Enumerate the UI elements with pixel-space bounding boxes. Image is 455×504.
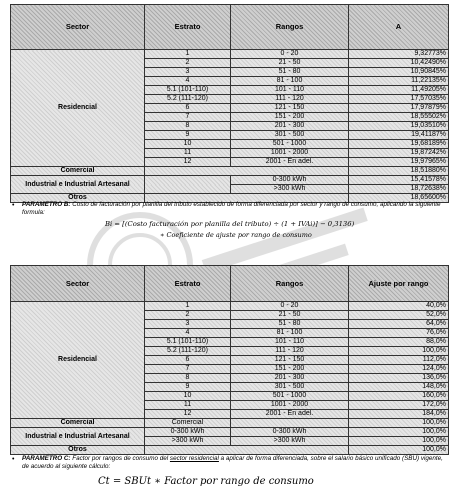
estrato-cell: 5.1 (101-110) <box>145 338 231 347</box>
estrato-cell: 2 <box>145 311 231 320</box>
valor-cell: 64,0% <box>349 320 449 329</box>
rango-cell: 101 - 110 <box>231 86 349 95</box>
estrato-cell: 7 <box>145 113 231 122</box>
rango-cell: 151 - 200 <box>231 113 349 122</box>
rango-cell: 21 - 50 <box>231 311 349 320</box>
table-row <box>11 428 449 437</box>
estrato-cell: 9 <box>145 383 231 392</box>
valor-cell: 52,0% <box>349 311 449 320</box>
estrato-cell: 11 <box>145 149 231 158</box>
header-a: A <box>349 5 449 50</box>
rango-cell: 51 - 80 <box>231 320 349 329</box>
valor-cell: 172,0% <box>349 401 449 410</box>
estrato-cell: 7 <box>145 365 231 374</box>
param-c-text-before: Factor por rangos de consumo del <box>70 455 170 462</box>
estrato-cell: 8 <box>145 122 231 131</box>
table-row <box>11 419 449 428</box>
valor-cell: 18,55502% <box>349 113 449 122</box>
param-b-description: Costo de facturación por planilla del tributo establecido de forma diferenciada por sector y rango de consumo, aplicando la siguiente formula: <box>22 201 441 216</box>
table-row <box>11 446 449 455</box>
header-rangos: Rangos <box>231 266 349 302</box>
valor-cell: 148,0% <box>349 383 449 392</box>
estrato-cell: 3 <box>145 320 231 329</box>
param-b-formula-line1: Bi = [(Costo facturación por planilla del tributo) ÷ (1 + IVAi)] − 0,3136) <box>105 220 355 228</box>
valor-cell: 19,97965% <box>349 158 449 167</box>
param-c-text-after: a aplicar de forma diferenciada, sobre el salario básico unificado (SBU) vigente, de acuerdo al siguiente cálculo: <box>22 455 443 470</box>
valor-cell: 18,72638% <box>349 185 449 194</box>
table-row <box>11 167 449 176</box>
rango-cell: 501 - 1000 <box>231 140 349 149</box>
valor-cell: 160,0% <box>349 392 449 401</box>
estrato-cell: >300 kWh <box>145 437 231 446</box>
estrato-cell: 11 <box>145 401 231 410</box>
valor-cell: 76,0% <box>349 329 449 338</box>
sector-industrial: Industrial e Industrial Artesanal <box>11 428 145 446</box>
comercial-blank-cell <box>145 167 349 176</box>
estrato-cell: 10 <box>145 140 231 149</box>
param-b-label: PARAMETRO B: <box>22 201 71 208</box>
valor-cell: 40,0% <box>349 302 449 311</box>
valor-cell: 88,0% <box>349 338 449 347</box>
valor-cell: 11,22135% <box>349 77 449 86</box>
rango-cell: 51 - 80 <box>231 68 349 77</box>
valor-cell: 17,97879% <box>349 104 449 113</box>
sector-industrial: Industrial e Industrial Artesanal <box>11 176 145 194</box>
valor-cell: 100,0% <box>349 419 449 428</box>
valor-cell: 136,0% <box>349 374 449 383</box>
estrato-cell: 9 <box>145 131 231 140</box>
param-c-text <box>22 455 447 471</box>
rango-cell: 1001 - 2000 <box>231 401 349 410</box>
header-ajuste: Ajuste por rango <box>349 266 449 302</box>
valor-cell: 19,41187% <box>349 131 449 140</box>
param-b-formula-line2: ∗ Coeficiente de ajuste por rango de consumo <box>160 231 312 239</box>
rango-cell: 81 - 100 <box>231 77 349 86</box>
rango-cell: 501 - 1000 <box>231 392 349 401</box>
rango-cell: 2001 - En adel. <box>231 410 349 419</box>
tarifa-table-a <box>10 4 449 203</box>
valor-cell: 19,87242% <box>349 149 449 158</box>
ajuste-table <box>10 265 449 455</box>
estrato-cell: 0-300 kWh <box>145 428 231 437</box>
valor-cell: 124,0% <box>349 365 449 374</box>
table-row <box>11 50 449 59</box>
valor-cell: 17,57035% <box>349 95 449 104</box>
rango-cell: 1001 - 2000 <box>231 149 349 158</box>
estrato-cell: 1 <box>145 302 231 311</box>
rango-cell: 2001 - En adel. <box>231 158 349 167</box>
header-sector: Sector <box>11 5 145 50</box>
estrato-cell: 10 <box>145 392 231 401</box>
rango-cell: 301 - 500 <box>231 131 349 140</box>
header-sector: Sector <box>11 266 145 302</box>
estrato-cell: 8 <box>145 374 231 383</box>
rango-cell: 0 - 20 <box>231 50 349 59</box>
rango-cell: 121 - 150 <box>231 356 349 365</box>
estrato-cell: 4 <box>145 77 231 86</box>
estrato-cell: 2 <box>145 59 231 68</box>
valor-cell: 18,51880% <box>349 167 449 176</box>
rango-cell: 0-300 kWh <box>231 176 349 185</box>
estrato-cell: 4 <box>145 329 231 338</box>
header-rangos: Rangos <box>231 5 349 50</box>
param-b-text <box>22 201 447 217</box>
estrato-cell: 5.1 (101-110) <box>145 86 231 95</box>
sector-comercial: Comercial <box>11 167 145 176</box>
param-c-label: PARAMETRO C: <box>22 455 71 462</box>
valor-cell: 11,49205% <box>349 86 449 95</box>
rango-cell: 21 - 50 <box>231 59 349 68</box>
rango-cell: 151 - 200 <box>231 365 349 374</box>
valor-cell: 100,0% <box>349 437 449 446</box>
bullet-param-c: • <box>12 456 15 463</box>
industrial-blank-cell <box>145 176 231 194</box>
valor-cell: 184,0% <box>349 410 449 419</box>
rango-cell: 101 - 110 <box>231 338 349 347</box>
sector-otros: Otros <box>11 446 145 455</box>
valor-cell: 19,03510% <box>349 122 449 131</box>
valor-cell: 100,0% <box>349 347 449 356</box>
comercial-blank-cell <box>231 419 349 428</box>
valor-cell: 100,0% <box>349 446 449 455</box>
valor-cell: 19,68189% <box>349 140 449 149</box>
estrato-cell: 12 <box>145 158 231 167</box>
table-row <box>11 302 449 311</box>
param-c-formula: Ct = SBUt ∗ Factor por rango de consumo <box>98 476 314 487</box>
estrato-cell: 6 <box>145 356 231 365</box>
valor-cell: 100,0% <box>349 428 449 437</box>
rango-cell: 201 - 300 <box>231 122 349 131</box>
valor-cell: 15,41578% <box>349 176 449 185</box>
rango-cell: 201 - 300 <box>231 374 349 383</box>
estrato-cell: 12 <box>145 410 231 419</box>
param-c-underlined: sector residencial <box>169 455 219 462</box>
valor-cell: 9,32773% <box>349 50 449 59</box>
rango-cell: >300 kWh <box>231 437 349 446</box>
valor-cell: 10,90845% <box>349 68 449 77</box>
header-estrato: Estrato <box>145 266 231 302</box>
header-estrato: Estrato <box>145 5 231 50</box>
table-row <box>11 176 449 185</box>
sector-residencial: Residencial <box>11 302 145 419</box>
valor-cell: 10,42490% <box>349 59 449 68</box>
rango-cell: 0-300 kWh <box>231 428 349 437</box>
rango-cell: 121 - 150 <box>231 104 349 113</box>
rango-cell: 0 - 20 <box>231 302 349 311</box>
sector-otros: Otros <box>11 194 145 203</box>
estrato-cell: 5.2 (111-120) <box>145 347 231 356</box>
sector-residencial: Residencial <box>11 50 145 167</box>
rango-cell: 301 - 500 <box>231 383 349 392</box>
rango-cell: 111 - 120 <box>231 347 349 356</box>
estrato-cell: 6 <box>145 104 231 113</box>
estrato-cell: 1 <box>145 50 231 59</box>
sector-comercial: Comercial <box>11 419 145 428</box>
valor-cell: 18,65600% <box>349 194 449 203</box>
estrato-cell: 5.2 (111-120) <box>145 95 231 104</box>
valor-cell: 112,0% <box>349 356 449 365</box>
estrato-cell: Comercial <box>145 419 231 428</box>
rango-cell: >300 kWh <box>231 185 349 194</box>
rango-cell: 81 - 100 <box>231 329 349 338</box>
estrato-cell: 3 <box>145 68 231 77</box>
rango-cell: 111 - 120 <box>231 95 349 104</box>
bullet-param-b: • <box>12 202 15 209</box>
otros-blank-cell <box>145 446 349 455</box>
